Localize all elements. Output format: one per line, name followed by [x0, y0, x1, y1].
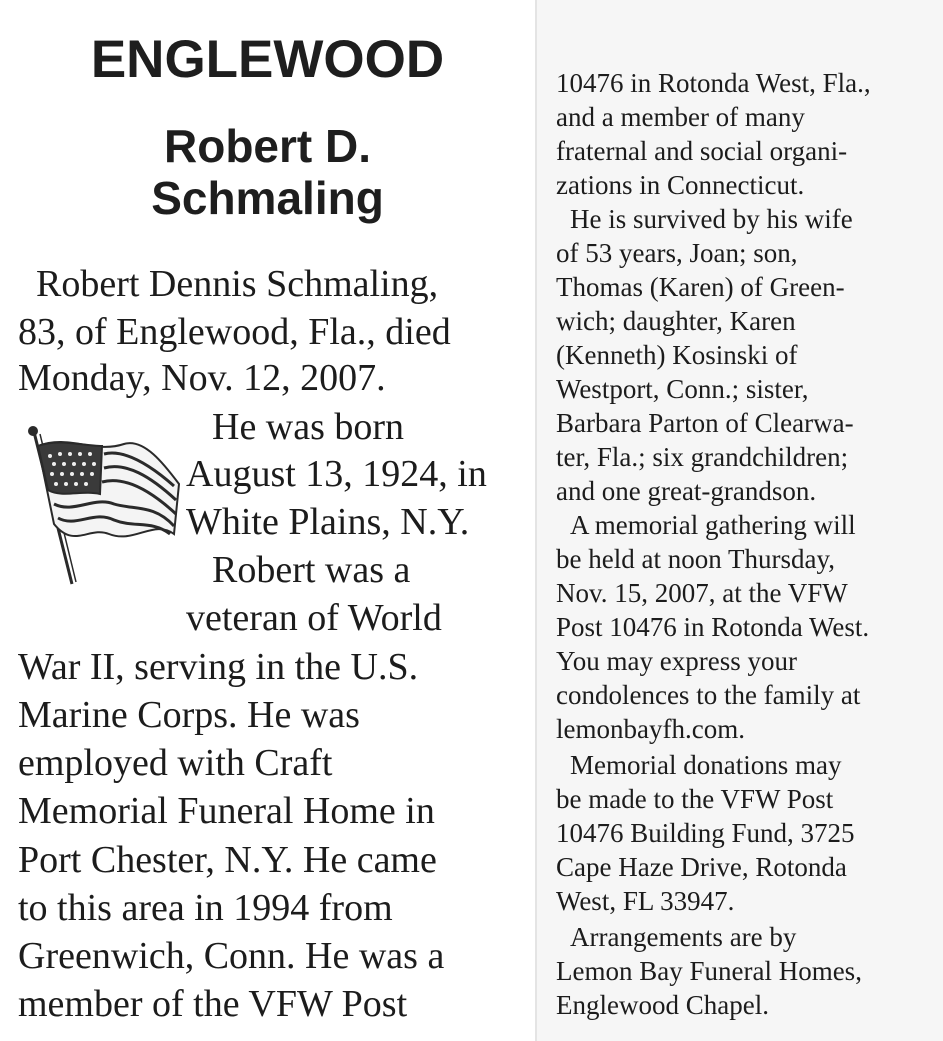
- body-line: be made to the VFW Post: [556, 784, 834, 814]
- obituary-name: [0, 120, 535, 224]
- body-line: fraternal and social organi-: [556, 136, 848, 166]
- body-line: He is survived by his wife: [570, 204, 853, 234]
- body-line: wich; daughter, Karen: [556, 306, 796, 336]
- name-line-2: Schmaling: [151, 172, 384, 224]
- body-line: He was born: [212, 406, 405, 448]
- body-line: August 13, 1924, in: [186, 453, 487, 495]
- body-line: Nov. 15, 2007, at the VFW: [556, 578, 848, 608]
- body-line: West, FL 33947.: [556, 886, 735, 916]
- body-line: Westport, Conn.; sister,: [556, 374, 809, 404]
- body-line: condolences to the family at: [556, 680, 861, 710]
- body-line: Englewood Chapel.: [556, 990, 769, 1020]
- body-line: Cape Haze Drive, Rotonda: [556, 852, 847, 882]
- body-line: veteran of World: [186, 597, 442, 639]
- body-line: Post 10476 in Rotonda West.: [556, 612, 870, 642]
- body-line: You may express your: [556, 646, 797, 676]
- body-line: Robert was a: [212, 549, 411, 591]
- body-line: 83, of Englewood, Fla., died: [18, 311, 451, 353]
- body-line: employed with Craft: [18, 742, 333, 784]
- name-line-1: Robert D.: [164, 120, 371, 172]
- body-line: Memorial donations may: [570, 750, 842, 780]
- town-heading: ENGLEWOOD: [90, 30, 445, 89]
- body-line: Greenwich, Conn. He was a: [18, 935, 445, 977]
- body-line: zations in Connecticut.: [556, 170, 805, 200]
- body-line: and a member of many: [556, 102, 805, 132]
- body-line: A memorial gathering will: [570, 510, 856, 540]
- body-line: Lemon Bay Funeral Homes,: [556, 956, 862, 986]
- body-line: Arrangements are by: [570, 922, 797, 952]
- body-line: to this area in 1994 from: [18, 887, 393, 929]
- body-line: Memorial Funeral Home in: [18, 790, 435, 832]
- american-flag-icon: [14, 424, 184, 589]
- body-line: 10476 Building Fund, 3725: [556, 818, 855, 848]
- body-line: (Kenneth) Kosinski of: [556, 340, 798, 370]
- body-line: Port Chester, N.Y. He came: [18, 839, 437, 881]
- body-line: War II, serving in the U.S.: [18, 646, 419, 688]
- body-line: White Plains, N.Y.: [186, 501, 470, 543]
- body-line: be held at noon Thursday,: [556, 544, 835, 574]
- body-line: Barbara Parton of Clearwa-: [556, 408, 854, 438]
- body-line: 10476 in Rotonda West, Fla.,: [556, 68, 871, 98]
- website-text: lemonbayfh.com.: [556, 714, 745, 744]
- body-line: Thomas (Karen) of Green-: [556, 272, 845, 302]
- body-line: and one great-grandson.: [556, 476, 817, 506]
- body-line: ter, Fla.; six grandchildren;: [556, 442, 849, 472]
- body-line: Marine Corps. He was: [18, 694, 360, 736]
- body-line: Robert Dennis Schmaling,: [36, 263, 439, 305]
- body-line: member of the VFW Post: [18, 983, 408, 1025]
- body-line: Monday, Nov. 12, 2007.: [18, 357, 386, 399]
- body-line: of 53 years, Joan; son,: [556, 238, 798, 268]
